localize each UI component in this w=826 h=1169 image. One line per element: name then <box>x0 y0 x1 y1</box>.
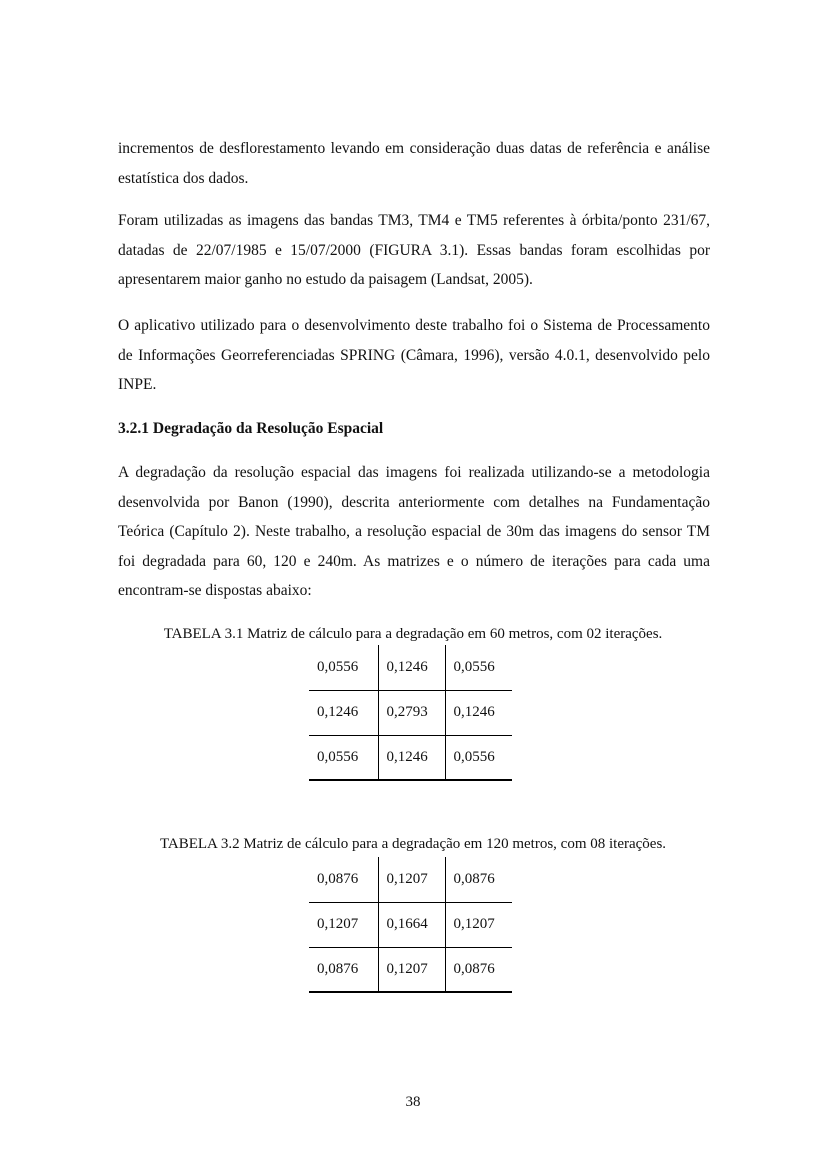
table-cell: 0,1246 <box>309 690 378 735</box>
table-row <box>309 645 512 690</box>
body-paragraph: A degradação da resolução espacial das imagens foi realizada utilizando-se a metodologia desenvolvida por Banon (1990), descrita anteriormente com detalhes na Fundamentação Teórica (Capítulo 2). Neste trabalho, a resolução espacial de 30m das imagens do sensor TM foi degradada para 60, 120 e 240m. As matrizes e o número de iterações para cada uma encontram-se dispostas abaixo: <box>118 464 710 599</box>
table-cell: 0,0556 <box>445 645 512 690</box>
table-cell: 0,0556 <box>445 735 512 780</box>
table-cell: 0,1246 <box>378 645 445 690</box>
table-row <box>309 735 512 780</box>
matrix-table <box>309 857 512 993</box>
table-cell: 0,0876 <box>445 947 512 992</box>
table-row <box>309 947 512 992</box>
table-cell: 0,0556 <box>309 645 378 690</box>
table-cell: 0,0876 <box>445 857 512 902</box>
body-paragraph: O aplicativo utilizado para o desenvolvimento deste trabalho foi o Sistema de Processamento de Informações Georreferenciadas SPRING (Câmara, 1996), versão 4.0.1, desenvolvido pelo INPE. <box>118 317 710 393</box>
table-caption: TABELA 3.2 Matriz de cálculo para a degradação em 120 metros, com 08 iterações. <box>159 836 667 852</box>
section-heading: 3.2.1 Degradação da Resolução Espacial <box>118 420 384 437</box>
page-number: 38 <box>405 1094 421 1110</box>
table-row <box>309 857 512 902</box>
table-cell: 0,0876 <box>309 857 378 902</box>
table-caption: TABELA 3.1 Matriz de cálculo para a degradação em 60 metros, com 02 iterações. <box>163 626 663 642</box>
table-cell: 0,1207 <box>445 902 512 947</box>
table-cell: 0,1664 <box>378 902 445 947</box>
table-cell: 0,1246 <box>378 735 445 780</box>
table-cell: 0,1207 <box>378 947 445 992</box>
body-paragraph: Foram utilizadas as imagens das bandas TM3, TM4 e TM5 referentes à órbita/ponto 231/67, datadas de 22/07/1985 e 15/07/2000 (FIGURA 3.1). Essas bandas foram escolhidas por apresentarem maior ganho no estudo da paisagem (Landsat, 2005). <box>118 212 710 288</box>
table-row <box>309 690 512 735</box>
matrix-table <box>309 645 512 781</box>
table-cell: 0,1207 <box>378 857 445 902</box>
body-paragraph: incrementos de desflorestamento levando em consideração duas datas de referência e análise estatística dos dados. <box>118 140 710 187</box>
table-row <box>309 902 512 947</box>
table-cell: 0,0556 <box>309 735 378 780</box>
table-cell: 0,0876 <box>309 947 378 992</box>
table-cell: 0,1246 <box>445 690 512 735</box>
table-cell: 0,2793 <box>378 690 445 735</box>
table-cell: 0,1207 <box>309 902 378 947</box>
